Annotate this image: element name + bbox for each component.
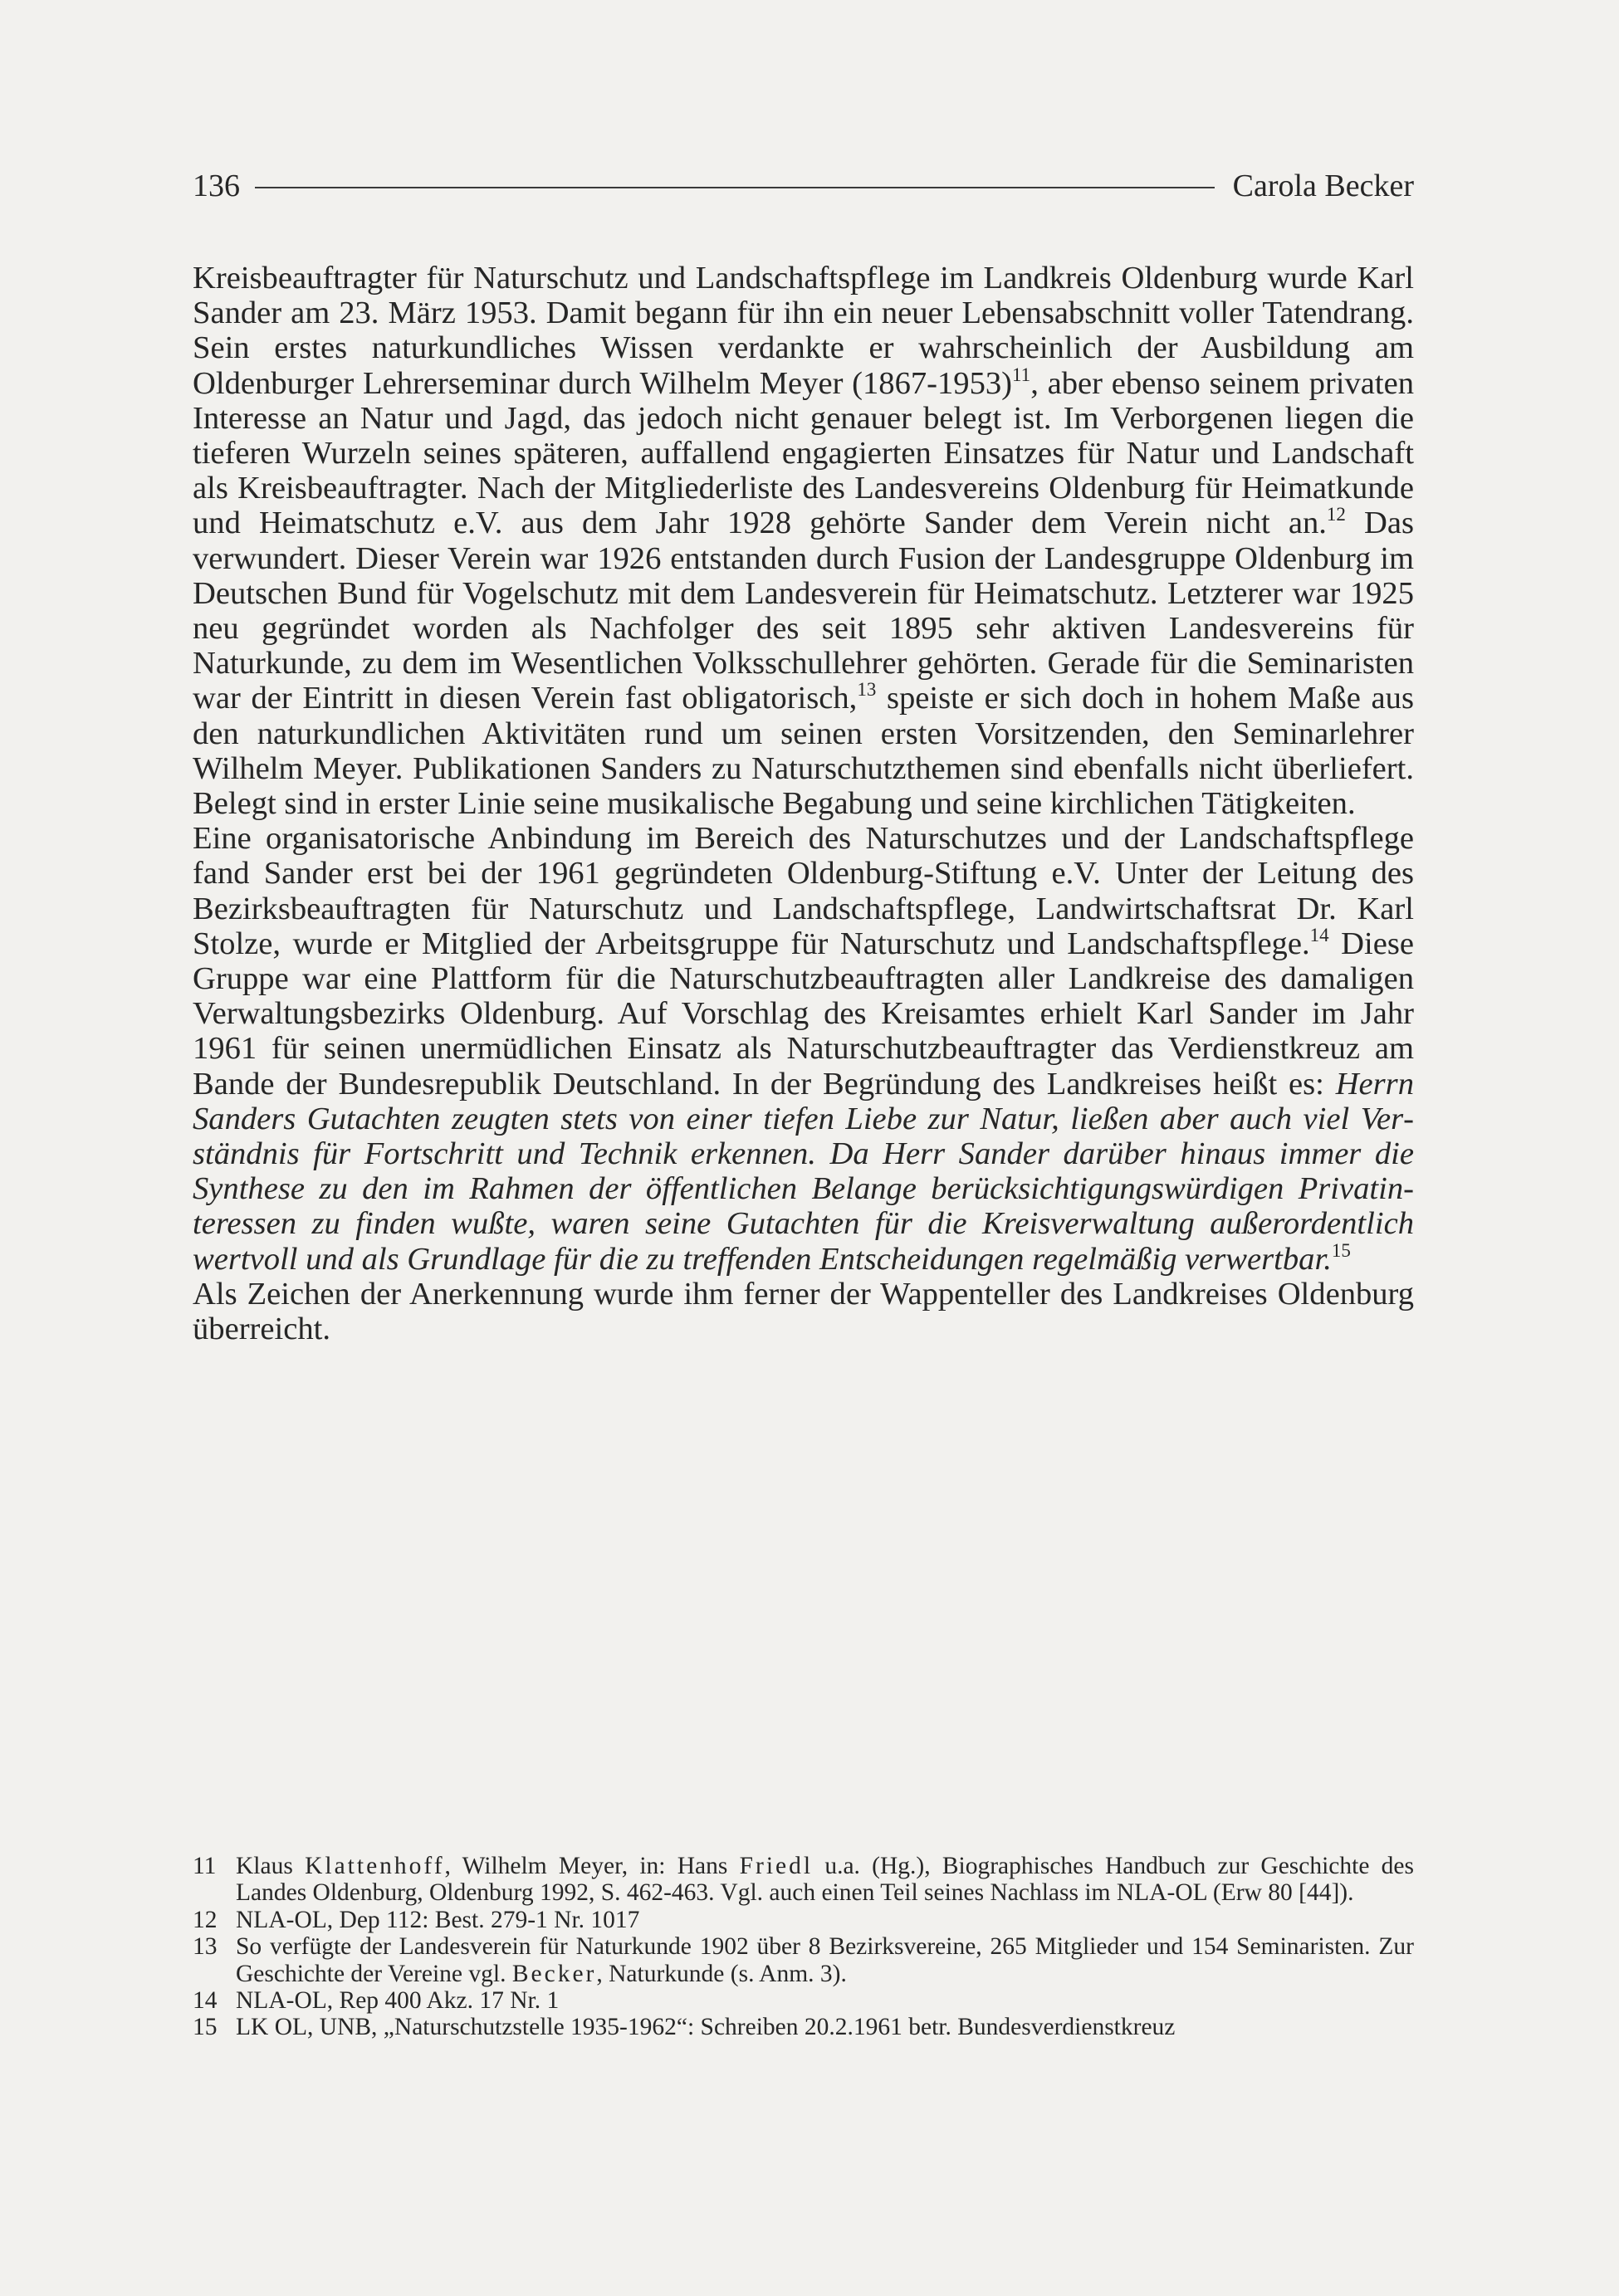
text-run: , Naturkunde (s. Anm. 3). (596, 1960, 847, 1987)
running-header (193, 163, 1414, 209)
footnote-reference[interactable]: 11 (1012, 364, 1031, 385)
footnote (193, 1907, 1414, 1933)
footnote-text (236, 1853, 1414, 1907)
footnote-number: 13 (193, 1933, 218, 1961)
footnote-reference[interactable]: 12 (1326, 504, 1346, 525)
footnote-reference[interactable]: 15 (1331, 1239, 1351, 1261)
text-run: Kreisbeauftragter für Naturschutz und Landschaftspflege im Landkreis Oldenburg wurde Karl Sander am 23. März 1953. Damit begann für ihn ein neuer Lebensabschnitt voller Tatendrang. Sein erstes naturkundliches Wissen verdankte er wahrscheinlich der Ausbildung am Oldenburger Lehrerseminar durch Wilhelm Meyer (1867-1953) (193, 261, 1414, 401)
paragraph (193, 261, 1414, 821)
footnote (193, 2014, 1414, 2040)
footnote (193, 1987, 1414, 2014)
text-run: , aber ebenso seinem privaten Interesse an Natur und Jagd, das jedoch nicht genauer belegt ist. Im Verborgenen liegen die tieferen Wurzeln seines späteren, auffallend engagierten Einsatzes für Natur und Landschaft als Kreisbeauftragter. Nach der Mitgliederliste des Landesvereins Oldenburg für Heimatkunde und Heimatschutz e.V. aus dem Jahr 1928 gehörte Sander dem Verein nicht an. (193, 365, 1414, 541)
footnote-text (236, 1933, 1414, 1987)
text-run: u.a. (Hg.), Biographisches Handbuch zur Geschichte des Landes Oldenburg, Oldenburg 1992, S. 462-463. Vgl. auch einen Teil seines Nachlass im NLA-OL (Erw 80 [44]). (236, 1853, 1415, 1907)
footnote-text (236, 1987, 1414, 2014)
header-rule (255, 187, 1215, 188)
author-name: Friedl (739, 1853, 814, 1879)
text-run: , Wilhelm Meyer, in: Hans (444, 1853, 740, 1879)
text-run: Klaus (236, 1853, 306, 1879)
text-run: Das verwundert. Dieser Verein war 1926 entstanden durch Fusion der Landesgruppe Oldenburg im Deutschen Bund für Vogelschutz mit dem Landesverein für Heimatschutz. Letzterer war 1925 neu gegründet worden als Nachfolger des seit 1895 sehr aktiven Landesvereins für Naturkunde, zu dem im Wesentlichen Volksschullehrer gehörten. Gerade für die Seminaristen war der Eintritt in diesen Verein fast obligatorisch, (193, 506, 1414, 716)
page-number: 136 (193, 169, 240, 203)
footnote-text (236, 1907, 1414, 1933)
author-name: Klattenhoff (305, 1853, 445, 1879)
text-run: LK OL, UNB, „Naturschutzstelle 1935-1962“: Schreiben 20.2.1961 betr. Bundesverdienstkreuz (236, 2014, 1176, 2041)
text-run: Eine organisatorische Anbindung im Bereich des Naturschutzes und der Landschaftspflege fand Sander erst bei der 1961 gegründeten Oldenburg-Stiftung e.V. Unter der Leitung des Bezirksbeauftragten für Naturschutz und Landschaftspflege, Landwirtschaftsrat Dr. Karl Stolze, wurde er Mitglied der Arbeitsgruppe für Naturschutz und Landschaftspflege. (193, 821, 1414, 961)
footnote-reference[interactable]: 14 (1309, 924, 1329, 945)
footnote-number: 15 (193, 2014, 218, 2041)
body-text (193, 261, 1414, 1346)
author-name: Becker (511, 1960, 597, 1987)
text-run: Als Zeichen der Anerkennung wurde ihm ferner der Wappenteller des Landkreises Oldenburg überreicht. (193, 1276, 1414, 1347)
footnote-reference[interactable]: 13 (857, 679, 877, 701)
footnote-number: 14 (193, 1987, 218, 2015)
paragraph (193, 1277, 1414, 1346)
footnotes (193, 1853, 1414, 2041)
footnote (193, 1853, 1414, 1907)
footnote (193, 1933, 1414, 1987)
quotation: Herrn Sanders Gutachten zeugten stets von einer tiefen Liebe zur Natur, ließen aber auch viel Verständnis für Fortschritt und Technik erkennen. Da Herr Sander darüber hinaus immer die Synthese zu den im Rahmen der öffentlichen Belange berücksichtigungswürdigen Privatinteressen zu finden wußte, waren seine Gutachten für die Kreisverwaltung außerordentlich wertvoll und als Grundlage für die zu treffenden Entscheidungen regelmäßig verwertbar. (193, 1066, 1414, 1277)
paragraph (193, 821, 1414, 1277)
footnote-number: 11 (193, 1853, 217, 1879)
text-run: So verfügte der Landesverein für Naturkunde 1902 über 8 Bezirksvereine, 265 Mitglieder und 154 Seminaristen. Zur Geschichte der Vereine vgl. (236, 1933, 1414, 1987)
text-run: Diese Gruppe war eine Plattform für die Naturschutzbeauftragten aller Landkreise des damaligen Verwaltungsbezirks Oldenburg. Auf Vorschlag des Kreisamtes erhielt Karl Sander im Jahr 1961 für seinen unermüdlichen Einsatz als Naturschutzbeauftragter das Verdienstkreuz am Bande der Bundesrepublik Deutschland. In der Begründung des Landkreises heißt es: (193, 926, 1414, 1102)
footnote-number: 12 (193, 1906, 218, 1933)
running-head-author: Carola Becker (1232, 169, 1414, 203)
text-run: NLA-OL, Dep 112: Best. 279-1 Nr. 1017 (236, 1906, 640, 1933)
text-run: speiste er sich doch in hohem Maße aus den naturkundlichen Aktivitäten rund um seinen ersten Vorsitzenden, den Seminarlehrer Wilhelm Meyer. Publikationen Sanders zu Naturschutzthemen sind ebenfalls nicht überliefert. Belegt sind in erster Linie seine musikalische Begabung und seine kirchlichen Tätigkeiten. (193, 681, 1414, 822)
footnote-text (236, 2014, 1414, 2040)
text-run: NLA-OL, Rep 400 Akz. 17 Nr. 1 (236, 1987, 560, 2015)
